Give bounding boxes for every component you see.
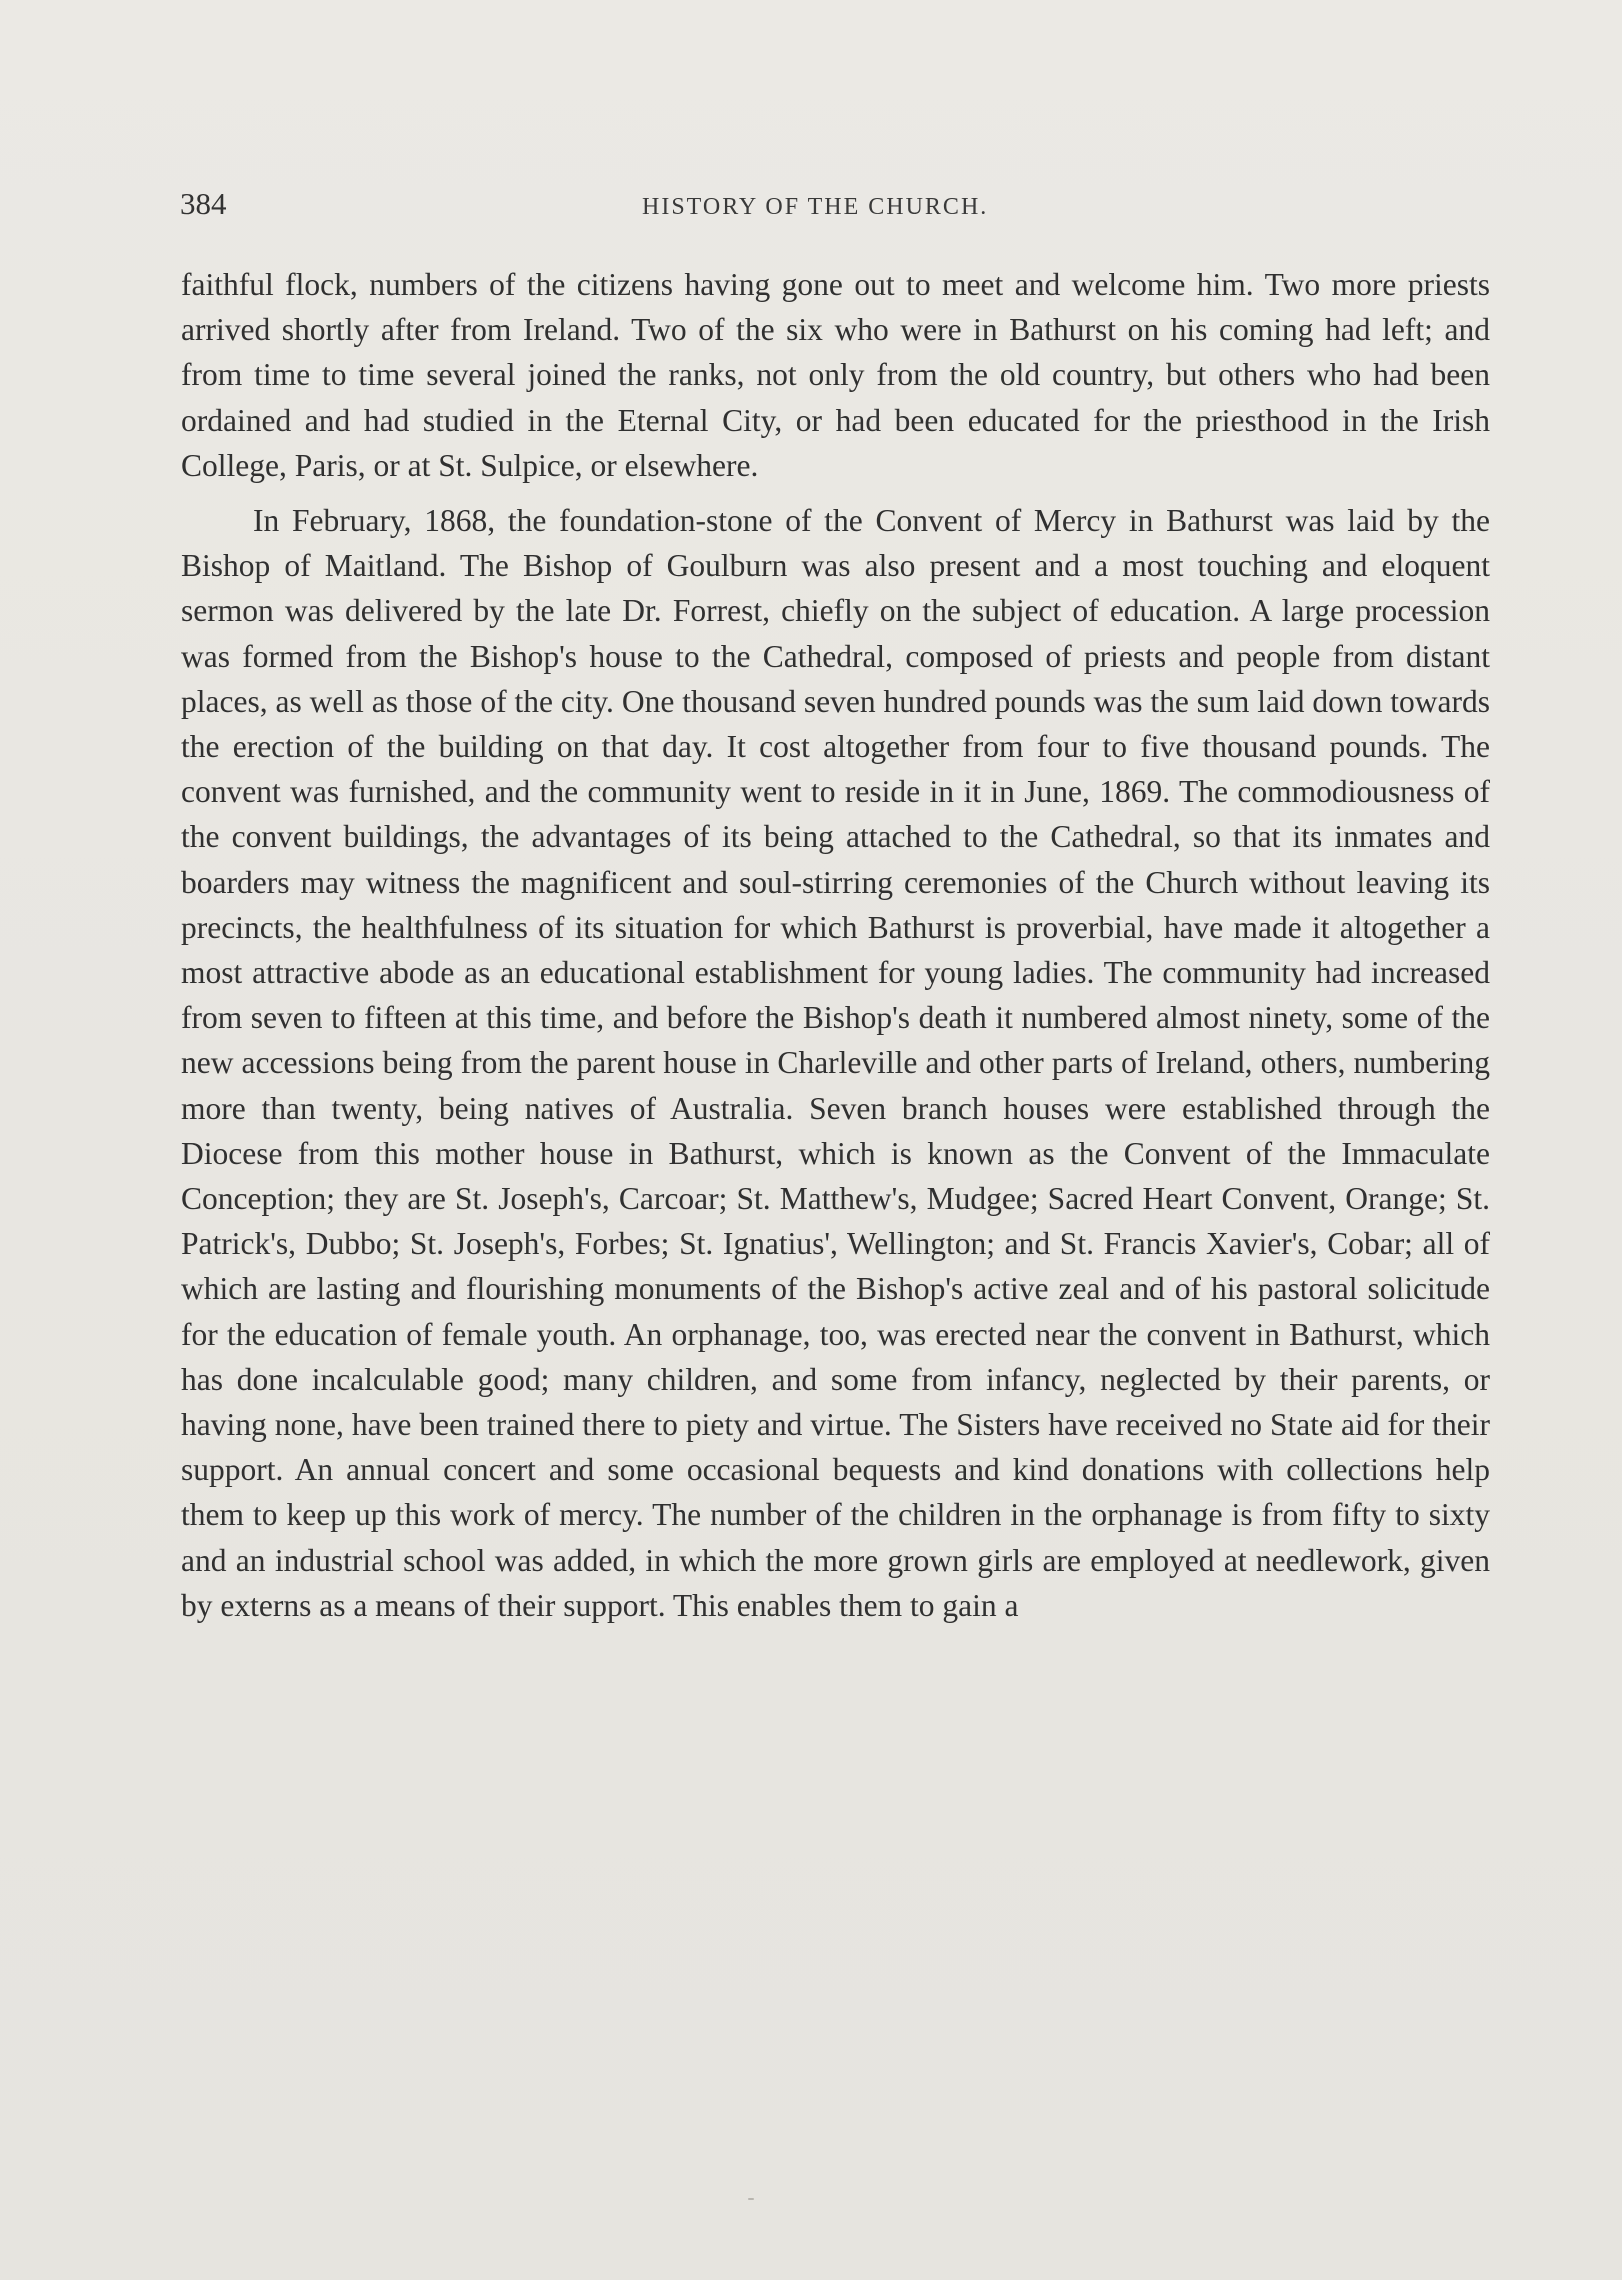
- running-title: HISTORY OF THE CHURCH.: [642, 194, 989, 220]
- paragraph-continued: faithful flock, numbers of the citizens having gone out to meet and welcome him. Two more priests arrived shortly after from Ireland. Two of the six who were in Bathurst on his coming had left; and from time to time several joined the ranks, not only from the old country, but others who had been ordained and had studied in the Eternal City, or had been educated for the priesthood in the Irish College, Paris, or at St. Sulpice, or elsewhere.: [181, 267, 1490, 483]
- body-text: [181, 262, 1490, 1628]
- running-head: [180, 186, 1490, 236]
- page-number: 384: [180, 186, 227, 221]
- paper-speck: [748, 2198, 754, 2200]
- paragraph-convent-of-mercy: In February, 1868, the foundation-stone of the Convent of Mercy in Bathurst was laid by the Bishop of Maitland. The Bishop of Goulburn was also present and a most touching and eloquent sermon was delivered by the late Dr. Forrest, chiefly on the subject of education. A large procession was formed from the Bishop's house to the Cathedral, composed of priests and people from distant places, as well as those of the city. One thousand seven hundred pounds was the sum laid down towards the erection of the building on that day. It cost altogether from four to five thousand pounds. The convent was furnished, and the community went to reside in it in June, 1869. The commodiousness of the convent buildings, the advantages of its being attached to the Cathedral, so that its inmates and boarders may witness the magnificent and soul-stirring ceremonies of the Church without leaving its precincts, the healthfulness of its situation for which Bathurst is proverbial, have made it altogether a most attractive abode as an educational establishment for young ladies. The community had increased from seven to fifteen at this time, and before the Bishop's death it numbered almost ninety, some of the new accessions being from the parent house in Charleville and other parts of Ireland, others, numbering more than twenty, being natives of Australia. Seven branch houses were established through the Diocese from this mother house in Bathurst, which is known as the Convent of the Immaculate Conception; they are St. Joseph's, Carcoar; St. Matthew's, Mudgee; Sacred Heart Convent, Orange; St. Patrick's, Dubbo; St. Joseph's, Forbes; St. Ignatius', Wellington; and St. Francis Xavier's, Cobar; all of which are lasting and flourishing monuments of the Bishop's active zeal and of his pastoral solicitude for the education of female youth. An orphanage, too, was erected near the convent in Bathurst, which has done incalculable good; many children, and some from infancy, neglected by their parents, or having none, have been trained there to piety and virtue. The Sisters have received no State aid for their support. An annual concert and some occasional bequests and kind donations with collections help them to keep up this work of mercy. The number of the children in the orphanage is from fifty to sixty and an industrial school was added, in which the more grown girls are employed at needlework, given by externs as a means of their support. This enables them to gain a: [181, 503, 1490, 1623]
